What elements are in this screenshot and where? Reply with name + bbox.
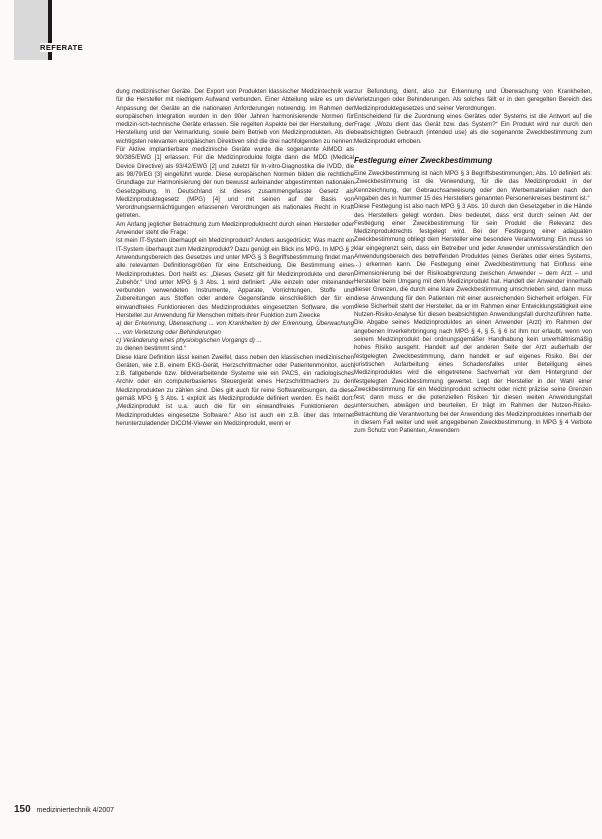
left-column [116,88,354,428]
paragraph: Diese klare Definition lässt keinen Zweifel, dass neben den klassischen medizinischen Geräten, wie z.B. einem EKG-Gerät, Herzschrittmacher oder Patientenmonitor, auch z.B. fallgebende bzw. bildverarbeitende Systeme wie ein PACS, ein radiologisches Archiv oder ein computerbasiertes Steuergerät eines Herzschrittmachers zu den Medizinprodukten zu zählen sind. Dies gilt auch für reine Softwarelösungen, da diese gemäß MPG § 3 Abs. 1 explizit als Medizinprodukte definiert werden. Es heißt dort: „Medizinprodukt ist u.a. auch die für ein einwandfreies Funktionieren des Medizinproduktes eingesetzte Software.“ Also ist auch ein z.B. über das Internet herunterzuladender DICOM-Viewer ein Medizinprodukt, wenn er [116,353,354,427]
paragraph: dung medizinischer Geräte. Der Export von Produkten klassischer Medizintechnik war für die Hersteller mit niedrigem Aufwand verbunden. Einer Abteilung wäre es um die Anpassung der Geräte an die nationalen Anforderungen notwendig. Im Rahmen der europäischen Integration wurden in den 90er Jahren harmonisierende Normen für medizin-sch-technische Geräte erlassen. Sie regelten Aspekte bei der Herstellung, der Herstellung und der Vermarktung, sowie beim Betrieb von Medizinprodukten. Als die wichtigsten relevanten europäischen Direktiven sind die drei nachfolgenden zu nennen: Für Aktive implantierbare medizinische Geräte wurde die sogenannte AIMDD als 90/385/EWG [1] erlassen. Für die Medizinprodukte folgte dann die MDD (Medical Device Directive) als 93/42/EWG [2] und zuletzt für In-vitro-Diagnostika die IVDD, die als 98/79/EG [3] eingeführt wurde. Diese europäischen Normen bilden die rechtliche Grundlage zur Harmonisierung der nun bewusst aufeinander abgestimmten nationalen Gesetzgebung. In Deutschland ist dieses zusammengefasste Gesetz als Medizinproduktegesetz (MPG) [4] und mit seinen auf der Basis von Verordnungsermächtigungen erlassenen Verordnungen als nationales Recht in Kraft getreten. [116,88,354,220]
right-column [354,88,592,436]
journal-issue: mediziniertechnik 4/2007 [36,807,115,814]
paragraph: Am Anfang jeglicher Betrachtung zum Medizinproduktrecht durch einen Hersteller oder Anwender steht die Frage: [116,220,354,237]
paragraph: Eine Zweckbestimmung ist nach MPG § 3 Begriffsbestimmungen, Abs. 10 definiert als: „Zweckbestimmung ist die Verwendung, für die das Medizinprodukt in der Kennzeichnung, der Gebrauchsanweisung oder den Werbematerialien nach den Angaben des in Nummer 15 des Herstellers genannten Personenkreises bestimmt ist.“ [354,170,592,202]
section-heading: Festlegung einer Zweckbestimmung [354,156,493,166]
paragraph: zur Befundung, dient, also zur Erkennung und Überwachung von Krankheiten, Verletzungen oder Behinderungen. Als solches fällt er in den geregelten Bereich des Medizinproduktegesetzes und seiner Verordnungen. [354,88,592,112]
page-number: 150 [14,804,31,815]
paragraph: Ist mein IT-System überhaupt ein Medizinprodukt? Anders ausgedrückt: Was macht ein IT-System überhaupt zum Medizinprodukt? Dazu genügt ein Blick ins MPG. In MPG § 2 Anwendungsbereich des Gesetzes und unter MPG § 3 Begriffsbestimmung findet man alle relevanten Definitionsgrößen für eine Entscheidung. Die Bestimmung eines Medizinproduktes. Dort heißt es: „Dieses Gesetz gilt für Medizinprodukte und deren Zubehör.“ Und unter MPG § 3 Abs. 1 wird definiert: „Alle einzeln oder miteinander verbunden verwendeten Instrumente, Apparate, Vorrichtungen, Stoffe und Zubereitungen aus Stoffen oder andere Gegenstände einschließlich der für ein einwandfreies Funktionieren des Medizinproduktes eingesetzten Software, die vom Hersteller zur Anwendung für Menschen mittels ihrer Funktion zum Zwecke [116,237,354,320]
page-footer [14,804,114,815]
paragraph: zu dienen bestimmt sind.“ [116,345,186,353]
list-item: a) der Erkennung, Überwachung ... von Krankheiten b) der Erkennung, Überwachung ... von Verletzung oder Behinderungen [116,320,354,336]
paragraph: Diese Festlegung ist also nach MPG § 3 Abs. 10 durch den Gesetzgeber in die Hände des Herstellers gelegt worden. Dies bedeutet, dass erst durch seinen Akt der Festlegung einer Zweckbestimmung für sein Produkt die Relevanz des Medizinproduktrechts festgelegt wird. Bei der Festlegung einer adäquaten Zweckbestimmung obliegt dem Hersteller eine besondere Verantwortung: Ein muss so klar eingegrenzt sein, dass ein Betreiber und jeder Anwender unmissverständlich den Anwendungsbereich des betreffenden Produktes (eines Gerätes oder eines Systems, ...) erkennen kann. Die Festlegung einer Zweckbestimmung hat Einfluss eine Dimensionierung bei der Risikoabgrenzung zwischen Anwender – dem Arzt – und Hersteller beim Umgang mit dem Medizinprodukt hat. Handelt der Anwender innerhalb dieser Grenzen, die durch eine klare Zweckbestimmung umschrieben sind, dann muss diese Anwendung für den Patienten mit einer ausreichenden Sicherheit erfolgen. Für diese Sicherheit steht der Hersteller, da er im Rahmen einer Entwicklungstätigkeit eine Nutzen-Risiko-Analyse für diesen beabsichtigten Anwendungsfall durchzuführen hatte. Die Abgabe seines Medizinproduktes an einen Anwender (Arzt) im Rahmen der angebenen Inverkehrbringung nach MPG § 4, § 5, § 6 ist ihm nur erlaubt, wenn von seinem Medizinprodukt bei ordnungsgemäßer Handhabung kein unverhältnismäßig hohes Risiko ausgeht. Handelt auf der anderen Seite der Arzt außerhalb der festgelegten Zweckbestimmung, dann handelt er auf eigenes Risiko. Bei der juristischen Aufarbeitung eines Schadensfalles unter Beteiligung eines Medizinproduktes wird die eingetretene Sachverhalt vor dem Hintergrund der festgelegten Zweckbestimmung gewertet. Legt der Hersteller in der Wahl einer Zweckbestimmung für ein Medizinprodukt schlecht oder nicht präzise seine Grenzen fest, dann muss er die potenziellen Risiken für diesen weiten Anwendungsfall untersuchen, abwägen und beurteilen. Er trägt im Rahmen der Nutzen-Risiko-Betrachtung die Verantwortung bei der Anwendung des Medizinproduktes innerhalb der in diesem Fall weiter und weit angegebenen Zweckbestimmung. In MPG § 4 Verbote zum Schutz von Patienten, Anwendern [354,203,592,435]
section-label: REFERATE [40,43,84,52]
paragraph: Entscheidend für die Zuordnung eines Gerätes oder Systems ist die Antwort auf die Frage: „Wozu dient das Gerät bzw. das System?“ Ein Produkt wird nur durch den beabsichtigten Gebrauch (intended use) als die sogenannte Zweckbestimmung zum Medizinprodukt erhoben. [354,112,592,145]
list-item: c) Veränderung eines physiologischen Vorgangs d) ... [116,336,262,344]
